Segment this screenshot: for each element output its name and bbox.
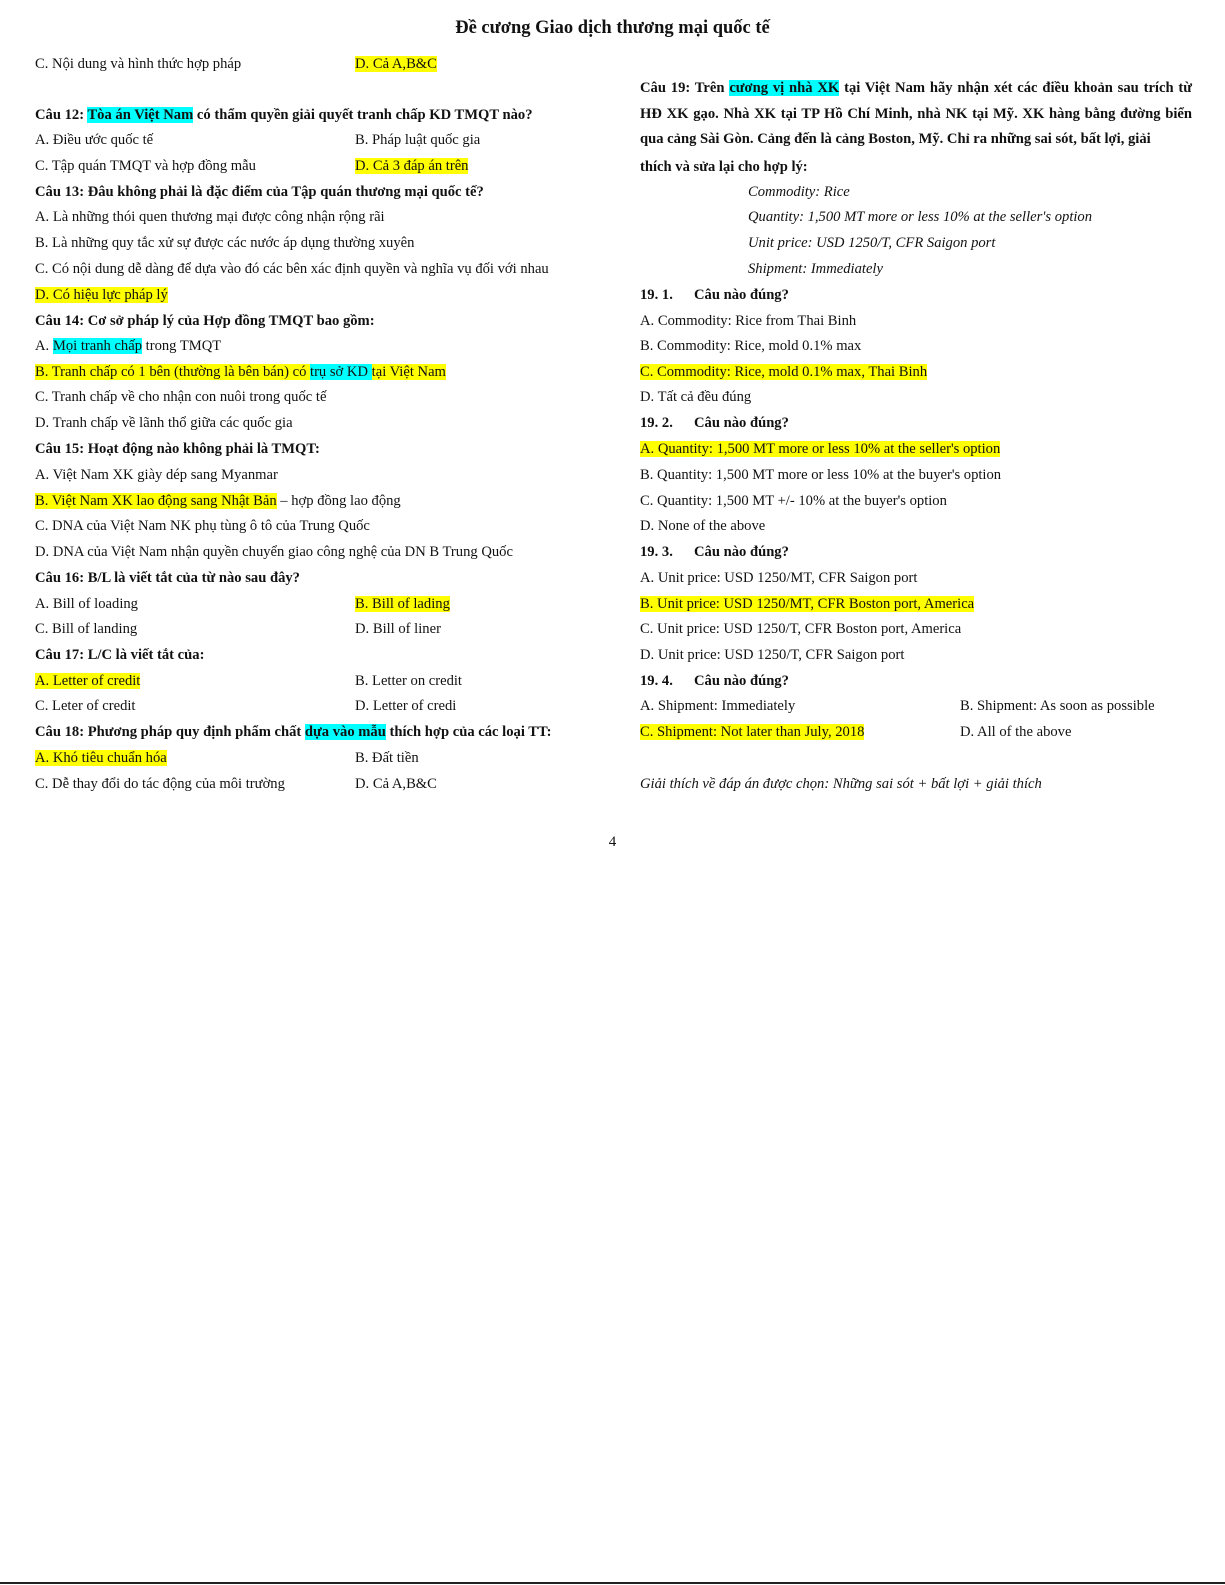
q16-question: Câu 16: B/L là viết tắt của từ nào sau đây? xyxy=(35,570,300,586)
q13-option-a: A. Là những thói quen thương mại được công nhận rộng rãi xyxy=(35,209,385,225)
q15-option-c: C. DNA của Việt Nam NK phụ tùng ô tô của Trung Quốc xyxy=(35,518,370,534)
s3-option-a: A. Unit price: USD 1250/MT, CFR Saigon port xyxy=(640,570,918,586)
q13-option-b: B. Là những quy tắc xử sự được các nước áp dụng thường xuyên xyxy=(35,235,415,251)
q17-option-d: D. Letter of credi xyxy=(355,698,457,714)
q12-option-a: A. Điều ước quốc tế xyxy=(35,132,154,148)
q12-option-d: D. Cả 3 đáp án trên xyxy=(355,158,469,174)
s2-option-a: A. Quantity: 1,500 MT more or less 10% at the seller's option xyxy=(640,441,1001,457)
q17-option-c: C. Leter of credit xyxy=(35,698,136,714)
q13-option-d: D. Có hiệu lực pháp lý xyxy=(35,287,168,303)
q16-option-a: A. Bill of loading xyxy=(35,596,138,612)
q15-option-a: A. Việt Nam XK giày dép sang Myanmar xyxy=(35,467,278,483)
explanation-note: Giải thích về đáp án được chọn: Những sai sót + bất lợi + giải thích xyxy=(640,776,1042,792)
term-shipment: Shipment: Immediately xyxy=(748,261,883,277)
q14-option-a: A. Mọi tranh chấp trong TMQT xyxy=(35,338,222,354)
sub-question-19-4: 19. 4. Câu nào đúng? xyxy=(640,673,789,689)
s1-option-a: A. Commodity: Rice from Thai Binh xyxy=(640,313,857,329)
page-number: 4 xyxy=(608,834,617,850)
page-title: Đề cương Giao dịch thương mại quốc tế xyxy=(455,18,770,38)
sub-question-19-1: 19. 1. Câu nào đúng? xyxy=(640,287,789,303)
page-bottom-edge xyxy=(0,1582,1225,1584)
s2-option-c: C. Quantity: 1,500 MT +/- 10% at the buyer's option xyxy=(640,493,947,509)
q17-question: Câu 17: L/C là viết tắt của: xyxy=(35,647,205,663)
term-unit-price: Unit price: USD 1250/T, CFR Saigon port xyxy=(748,235,996,251)
q16-option-b: B. Bill of lading xyxy=(355,596,450,612)
q11-option-d: D. Cả A,B&C xyxy=(355,56,437,72)
q19-question: Câu 19: Trên cương vị nhà XK tại Việt Nam hãy nhận xét các điều khoản sau trích từ HĐ XK gạo. Nhà XK tại TP Hồ Chí Minh, nhà NK tại Mỹ. XK hàng bằng đường biển qua cảng Sài Gòn. Cảng đến là cảng Boston, Mỹ. Chỉ ra những sai sót, bất lợi, giải xyxy=(640,80,1193,148)
q12-option-c: C. Tập quán TMQT và hợp đồng mẫu xyxy=(35,158,256,174)
q14-option-c: C. Tranh chấp về cho nhận con nuôi trong quốc tế xyxy=(35,389,327,405)
s2-option-d: D. None of the above xyxy=(640,518,766,534)
q16-option-d: D. Bill of liner xyxy=(355,621,441,637)
q18-option-a: A. Khó tiêu chuẩn hóa xyxy=(35,750,167,766)
q19-question-end: thích và sửa lại cho hợp lý: xyxy=(640,159,808,175)
s4-option-b: B. Shipment: As soon as possible xyxy=(960,698,1155,714)
q14-question: Câu 14: Cơ sở pháp lý của Hợp đồng TMQT bao gồm: xyxy=(35,313,375,329)
q14-option-d: D. Tranh chấp về lãnh thổ giữa các quốc gia xyxy=(35,415,293,431)
s3-option-d: D. Unit price: USD 1250/T, CFR Saigon port xyxy=(640,647,905,663)
q13-option-c: C. Có nội dung dễ dàng để dựa vào đó các bên xác định quyền và nghĩa vụ đối với nhau xyxy=(35,261,549,277)
q15-option-b: B. Việt Nam XK lao động sang Nhật Bản – hợp đồng lao động xyxy=(35,493,401,509)
s3-option-c: C. Unit price: USD 1250/T, CFR Boston port, America xyxy=(640,621,962,637)
q17-option-a: A. Letter of credit xyxy=(35,673,141,689)
q15-option-d: D. DNA của Việt Nam nhận quyền chuyển giao công nghệ của DN B Trung Quốc xyxy=(35,544,513,560)
q15-question: Câu 15: Hoạt động nào không phải là TMQT: xyxy=(35,441,320,457)
q18-option-b: B. Đất tiền xyxy=(355,750,419,766)
s1-option-d: D. Tất cả đều đúng xyxy=(640,389,752,405)
s4-option-c: C. Shipment: Not later than July, 2018 xyxy=(640,724,865,740)
term-commodity: Commodity: Rice xyxy=(748,184,850,200)
q17-option-b: B. Letter on credit xyxy=(355,673,462,689)
q16-option-c: C. Bill of landing xyxy=(35,621,138,637)
q12-option-b: B. Pháp luật quốc gia xyxy=(355,132,481,148)
q18-question: Câu 18: Phương pháp quy định phẩm chất dựa vào mẫu thích hợp của các loại TT: xyxy=(35,724,552,740)
s3-option-b: B. Unit price: USD 1250/MT, CFR Boston port, America xyxy=(640,596,975,612)
q18-option-c: C. Dễ thay đổi do tác động của môi trường xyxy=(35,776,285,792)
q12-question: Câu 12: Tòa án Việt Nam có thẩm quyền giải quyết tranh chấp KD TMQT nào? xyxy=(35,107,533,123)
sub-question-19-2: 19. 2. Câu nào đúng? xyxy=(640,415,789,431)
q14-option-b: B. Tranh chấp có 1 bên (thường là bên bán) có trụ sở KD tại Việt Nam xyxy=(35,364,446,380)
q13-question: Câu 13: Đâu không phải là đặc điểm của Tập quán thương mại quốc tế? xyxy=(35,184,484,200)
q11-option-c: C. Nội dung và hình thức hợp pháp xyxy=(35,56,242,72)
term-quantity: Quantity: 1,500 MT more or less 10% at the seller's option xyxy=(748,209,1093,225)
s1-option-b: B. Commodity: Rice, mold 0.1% max xyxy=(640,338,862,354)
sub-question-19-3: 19. 3. Câu nào đúng? xyxy=(640,544,789,560)
s1-option-c: C. Commodity: Rice, mold 0.1% max, Thai Binh xyxy=(640,364,928,380)
s2-option-b: B. Quantity: 1,500 MT more or less 10% at the buyer's option xyxy=(640,467,1002,483)
s4-option-a: A. Shipment: Immediately xyxy=(640,698,796,714)
keyword-highlight: Tòa án Việt Nam xyxy=(87,107,194,123)
q18-option-d: D. Cả A,B&C xyxy=(355,776,437,792)
s4-option-d: D. All of the above xyxy=(960,724,1072,740)
